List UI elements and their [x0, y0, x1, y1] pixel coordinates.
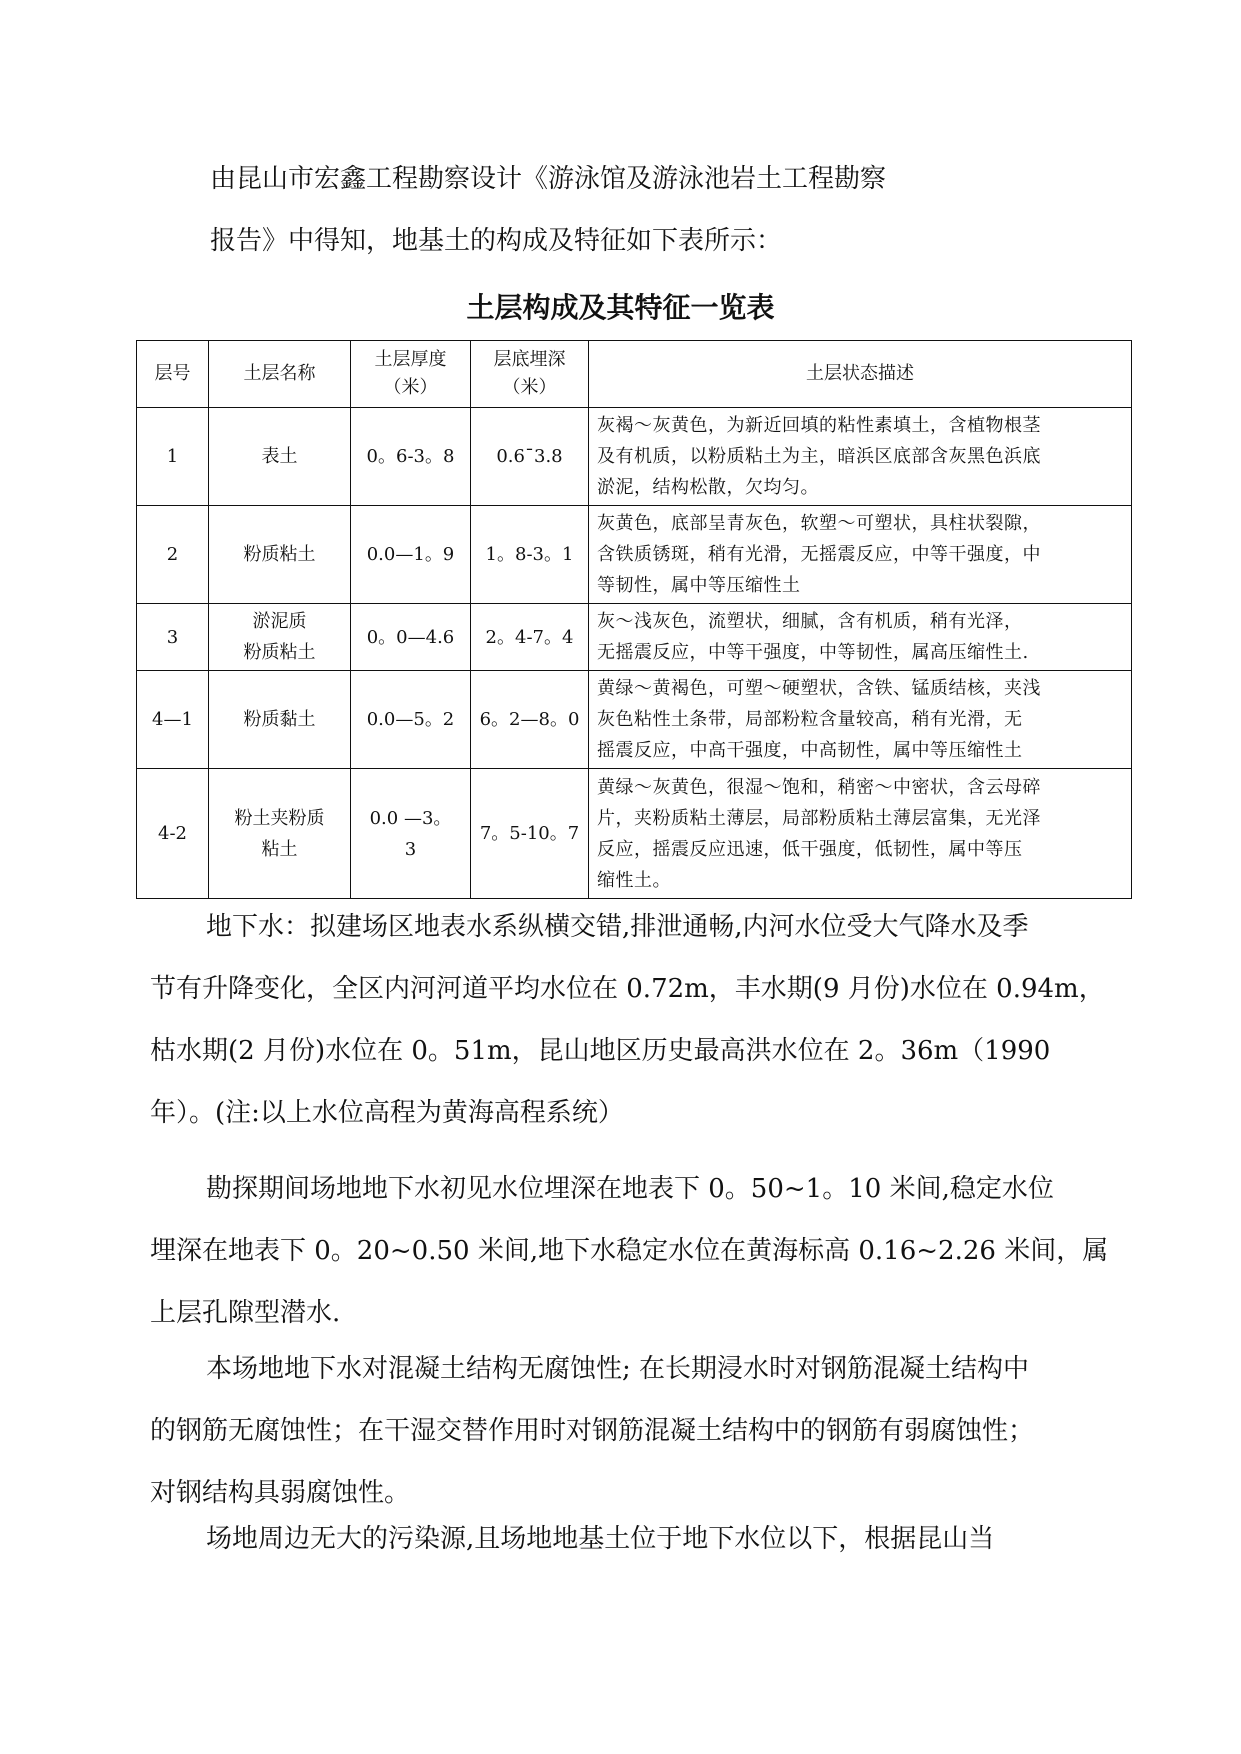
groundwater-line-3: 枯水期(2 月份)水位在 0。51m，昆山地区历史最高洪水位在 2。36m（1990: [150, 1036, 1051, 1066]
cell-thickness: 0。0—4.6: [351, 604, 471, 671]
survey-paragraph: [150, 1158, 1120, 1344]
cell-depth: 6。2—8。0: [471, 671, 589, 769]
cell-thickness: 0.0 —3。 3: [351, 769, 471, 899]
survey-line-1: 勘探期间场地地下水初见水位埋深在地表下 0。50~1。10 米间,稳定水位: [206, 1174, 1054, 1204]
table-row: [137, 408, 1132, 506]
intro-line-1: 由昆山市宏鑫工程勘察设计《游泳馆及游泳池岩土工程勘察: [210, 164, 887, 194]
cell-thickness: 0.0—1。9: [351, 506, 471, 604]
cell-layer-no: 4-2: [137, 769, 209, 899]
header-description: 土层状态描述: [589, 341, 1132, 408]
table-title: 土层构成及其特征一览表: [466, 291, 775, 324]
groundwater-line-1: 地下水：拟建场区地表水系纵横交错,排泄通畅,内河水位受大气降水及季: [206, 912, 1029, 942]
corrosion-line-3: 对钢结构具弱腐蚀性。: [150, 1478, 411, 1508]
intro-line-2: 报告》中得知，地基土的构成及特征如下表所示：: [210, 226, 783, 256]
cell-layer-name: 粉质黏土: [209, 671, 351, 769]
table-header-row: [137, 341, 1132, 408]
cell-layer-no: 1: [137, 408, 209, 506]
survey-line-2: 埋深在地表下 0。20~0.50 米间,地下水稳定水位在黄海标高 0.16~2.26 米间，属: [150, 1236, 1109, 1266]
header-layer-name: 土层名称: [209, 341, 351, 408]
groundwater-paragraph: [150, 896, 1120, 1144]
cell-layer-no: 3: [137, 604, 209, 671]
header-depth: 层底埋深 （米）: [471, 341, 589, 408]
table-row: [137, 604, 1132, 671]
header-thickness: 土层厚度 （米）: [351, 341, 471, 408]
groundwater-line-4: 年）。(注:以上水位高程为黄海高程系统）: [150, 1098, 624, 1128]
cell-thickness: 0.0—5。2: [351, 671, 471, 769]
corrosion-line-2: 的钢筋无腐蚀性；在干湿交替作用时对钢筋混凝土结构中的钢筋有弱腐蚀性；: [150, 1416, 1035, 1446]
cell-thickness: 0。6-3。8: [351, 408, 471, 506]
cell-layer-no: 2: [137, 506, 209, 604]
cell-depth: 7。5-10。7: [471, 769, 589, 899]
table-row: [137, 671, 1132, 769]
soil-layer-table: [136, 340, 1132, 899]
table-row: [137, 769, 1132, 899]
cell-depth: 2。4-7。4: [471, 604, 589, 671]
table-row: [137, 506, 1132, 604]
cell-layer-name: 表土: [209, 408, 351, 506]
cell-layer-name: 粉土夹粉质 粘土: [209, 769, 351, 899]
cell-layer-name: 粉质粘土: [209, 506, 351, 604]
survey-line-3: 上层孔隙型潜水.: [150, 1298, 341, 1328]
cell-description: 黄绿～黄褐色，可塑～硬塑状，含铁、锰质结核，夹浅 灰色粘性土条带，局部粉粒含量较高，稍有光滑，无 摇震反应，中高干强度，中高韧性，属中等压缩性土: [589, 671, 1132, 769]
header-layer-no: 层号: [137, 341, 209, 408]
cell-depth: 1。8-3。1: [471, 506, 589, 604]
pollution-line-1: 场地周边无大的污染源,且场地地基土位于地下水位以下，根据昆山当: [206, 1524, 995, 1554]
intro-paragraph: [150, 148, 1120, 272]
cell-description: 灰～浅灰色，流塑状，细腻，含有机质，稍有光泽， 无摇震反应，中等干强度，中等韧性，属高压缩性土.: [589, 604, 1132, 671]
cell-description: 灰黄色，底部呈青灰色，软塑～可塑状，具柱状裂隙， 含铁质锈斑，稍有光滑，无摇震反应，中等干强度，中 等韧性，属中等压缩性土: [589, 506, 1132, 604]
corrosion-paragraph: [150, 1338, 1120, 1524]
cell-depth: 0.6¯3.8: [471, 408, 589, 506]
cell-layer-name: 淤泥质 粉质粘土: [209, 604, 351, 671]
groundwater-line-2: 节有升降变化，全区内河河道平均水位在 0.72m，丰水期(9 月份)水位在 0.94m，: [150, 974, 1105, 1004]
pollution-paragraph: [150, 1508, 1120, 1570]
cell-layer-no: 4—1: [137, 671, 209, 769]
cell-description: 黄绿～灰黄色，很湿～饱和，稍密～中密状，含云母碎 片，夹粉质粘土薄层，局部粉质粘土薄层富集，无光泽 反应，摇震反应迅速，低干强度，低韧性，属中等压 缩性土。: [589, 769, 1132, 899]
corrosion-line-1: 本场地地下水对混凝土结构无腐蚀性; 在长期浸水时对钢筋混凝土结构中: [206, 1354, 1030, 1384]
cell-description: 灰褐～灰黄色，为新近回填的粘性素填土，含植物根茎 及有机质，以粉质粘土为主，暗浜区底部含灰黑色浜底 淤泥，结构松散，欠均匀。: [589, 408, 1132, 506]
